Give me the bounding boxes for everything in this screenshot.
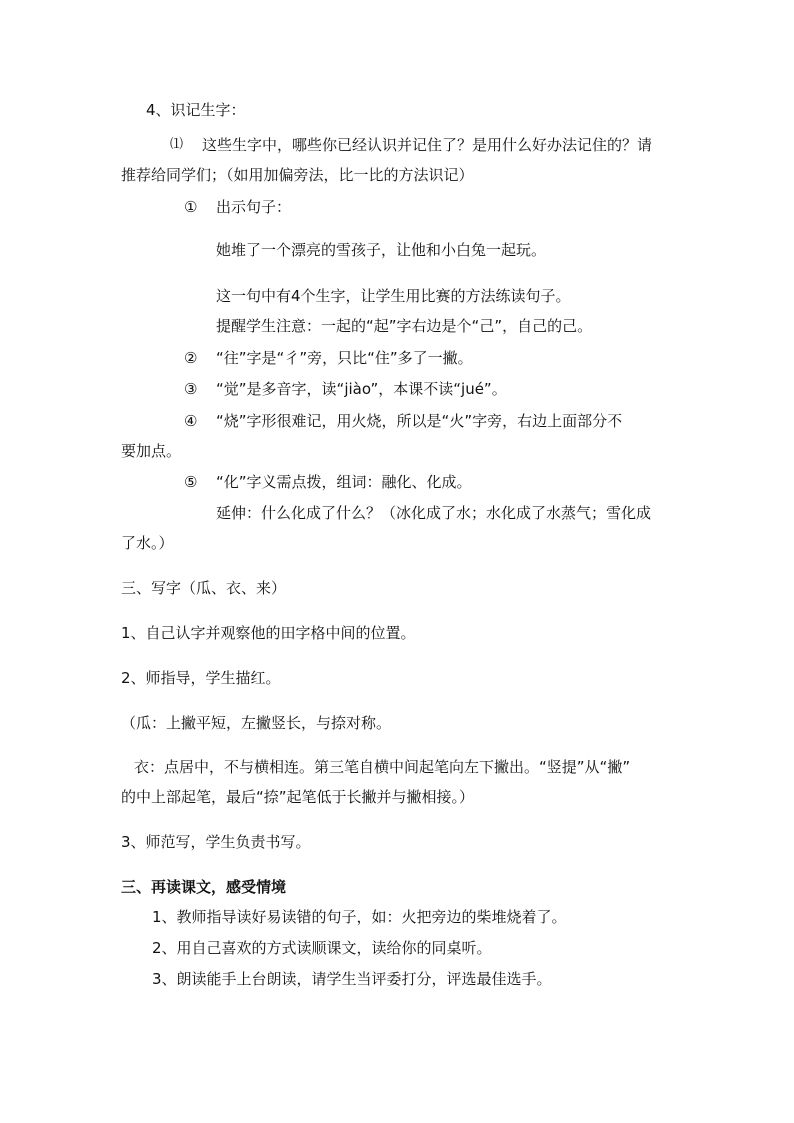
item-4-marker: ④ (184, 412, 198, 430)
item-1-note-2: 提醒学生注意：一起的“起”字右边是个“己”，自己的己。 (216, 317, 593, 335)
writing-note-yi: 衣：点居中，不与横相连。第三笔自横中间起笔向左下撇出。“竖提”从“撇” (134, 758, 631, 776)
section-3-heading: 三、写字（瓜、衣、来） (121, 579, 287, 597)
reading-step-1: 1、教师指导读好易读错的句子，如：火把旁边的柴堆烧着了。 (152, 908, 567, 926)
question-1-marker: ⑴ (170, 137, 184, 152)
reading-step-2: 2、用自己喜欢的方式读顺课文，读给你的同桌听。 (152, 939, 492, 957)
writing-note-gua: （瓜：上撇平短，左撇竖长，与捺对称。 (121, 714, 392, 732)
question-1-continuation: 推荐给同学们；（如用加偏旁法，比一比的方法识记） (121, 166, 474, 184)
item-3-text: “觉”是多音字，读“jiào”，本课不读“jué”。 (216, 380, 507, 398)
item-5-extension: 延伸：什么化成了什么？（冰化成了水；水化成了水蒸气；雪化成 (216, 504, 652, 522)
item-1-note-1: 这一句中有4个生字，让学生用比赛的方法练读句子。 (216, 287, 571, 305)
section-4-heading: 4、识记生字： (146, 101, 246, 119)
item-3-marker: ③ (184, 380, 198, 398)
item-5-extension-continuation: 了水。） (121, 534, 174, 552)
writing-step-1: 1、自己认字并观察他的田字格中间的位置。 (121, 624, 416, 642)
section-4-heading-reread: 三、再读课文，感受情境 (121, 878, 287, 896)
writing-step-2: 2、师指导，学生描红。 (121, 669, 281, 687)
item-5-marker: ⑤ (184, 473, 198, 491)
writing-step-3: 3、师范写，学生负责书写。 (121, 833, 311, 851)
item-4-continuation: 要加点。 (121, 442, 182, 460)
item-1-sentence: 她堆了一个漂亮的雪孩子，让他和小白兔一起玩。 (216, 241, 547, 259)
item-2-text: “往”字是“彳”旁，只比“住”多了一撇。 (216, 349, 473, 367)
question-1-text: 这些生字中，哪些你已经认识并记住了？是用什么好办法记住的？请 (202, 136, 653, 154)
item-1-text: 出示句子： (216, 198, 292, 216)
item-5-text: “化”字义需点拨，组词：融化、化成。 (216, 473, 472, 491)
item-1-marker: ① (184, 198, 198, 216)
item-2-marker: ② (184, 349, 198, 367)
item-4-text: “烧”字形很难记，用火烧，所以是“火”字旁，右边上面部分不 (216, 412, 623, 430)
reading-step-3: 3、朗读能手上台朗读，请学生当评委打分，评选最佳选手。 (152, 970, 552, 988)
writing-note-yi-continuation: 的中上部起笔，最后“捺”起笔低于长撇并与撇相接。） (121, 788, 475, 806)
